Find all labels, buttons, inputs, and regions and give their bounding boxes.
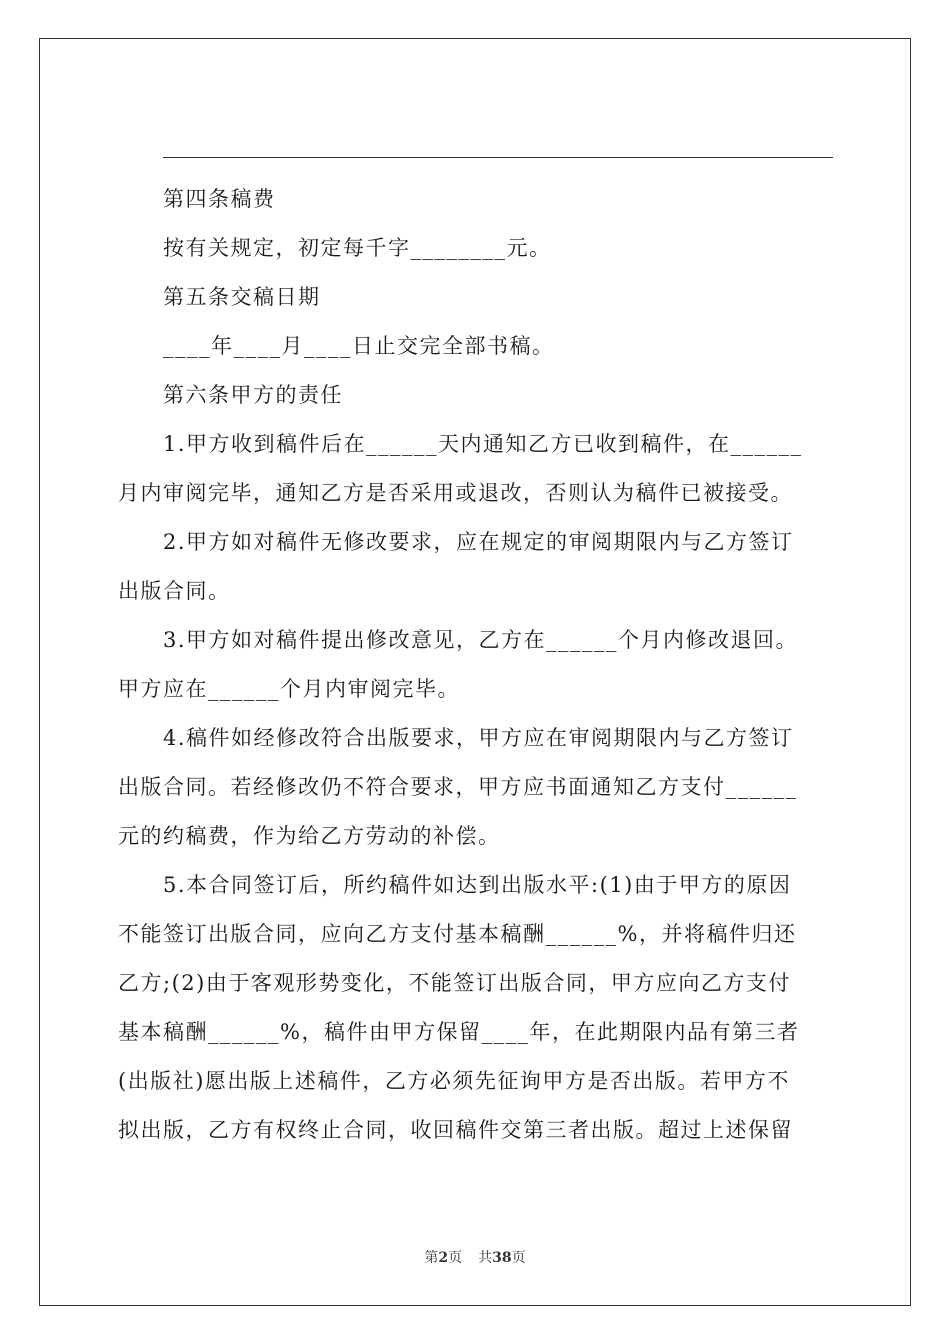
total-suffix: 页 (511, 1250, 526, 1266)
total-prefix: 共 (478, 1250, 493, 1266)
paragraph-line: 按有关规定，初定每千字________元。 (163, 236, 552, 260)
paragraph-line: 乙方;(2)由于客观形势变化，不能签订出版合同，甲方应向乙方支付 (118, 971, 791, 995)
paragraph-line: 基本稿酬______%，稿件由甲方保留____年，在此期限内品有第三者 (118, 1020, 800, 1044)
paragraph-line: 4.稿件如经修改符合出版要求，甲方应在审阅期限内与乙方签订 (163, 726, 794, 750)
paragraph-line: 出版合同。若经修改仍不符合要求，甲方应书面通知乙方支付______ (118, 775, 798, 799)
paragraph-line: 元的约稿费，作为给乙方劳动的补偿。 (118, 824, 501, 848)
paragraph-line: 不能签订出版合同，应向乙方支付基本稿酬______%，并将稿件归还 (118, 922, 797, 946)
paragraph-line: 3.甲方如对稿件提出修改意见，乙方在______个月内修改退回。 (163, 628, 799, 652)
paragraph-line: 5.本合同签订后，所约稿件如达到出版水平:(1)由于甲方的原因 (163, 873, 792, 897)
header-rule (163, 157, 833, 158)
paragraph-line: 2.甲方如对稿件无修改要求，应在规定的审阅期限内与乙方签订 (163, 530, 794, 554)
document-body (118, 175, 833, 1155)
section-heading-4: 第四条稿费 (163, 187, 276, 211)
paragraph-line: (出版社)愿出版上述稿件，乙方必须先征询甲方是否出版。若甲方不 (118, 1069, 790, 1093)
page-suffix: 页 (448, 1250, 463, 1266)
paragraph-line: 甲方应在______个月内审阅完毕。 (118, 677, 460, 701)
page-footer (0, 1247, 950, 1267)
section-heading-6: 第六条甲方的责任 (163, 383, 343, 407)
paragraph-line: ____年____月____日止交完全部书稿。 (163, 334, 555, 358)
paragraph-line: 出版合同。 (118, 579, 231, 603)
page-number: 2 (438, 1250, 449, 1266)
page-prefix: 第 (424, 1250, 439, 1266)
paragraph-line: 拟出版，乙方有权终止合同，收回稿件交第三者出版。超过上述保留 (118, 1118, 793, 1142)
paragraph-line: 月内审阅完毕，通知乙方是否采用或退改，否则认为稿件已被接受。 (118, 481, 793, 505)
total-pages: 38 (492, 1250, 512, 1266)
section-heading-5: 第五条交稿日期 (163, 285, 321, 309)
paragraph-line: 1.甲方收到稿件后在______天内通知乙方已收到稿件，在______ (163, 432, 803, 456)
